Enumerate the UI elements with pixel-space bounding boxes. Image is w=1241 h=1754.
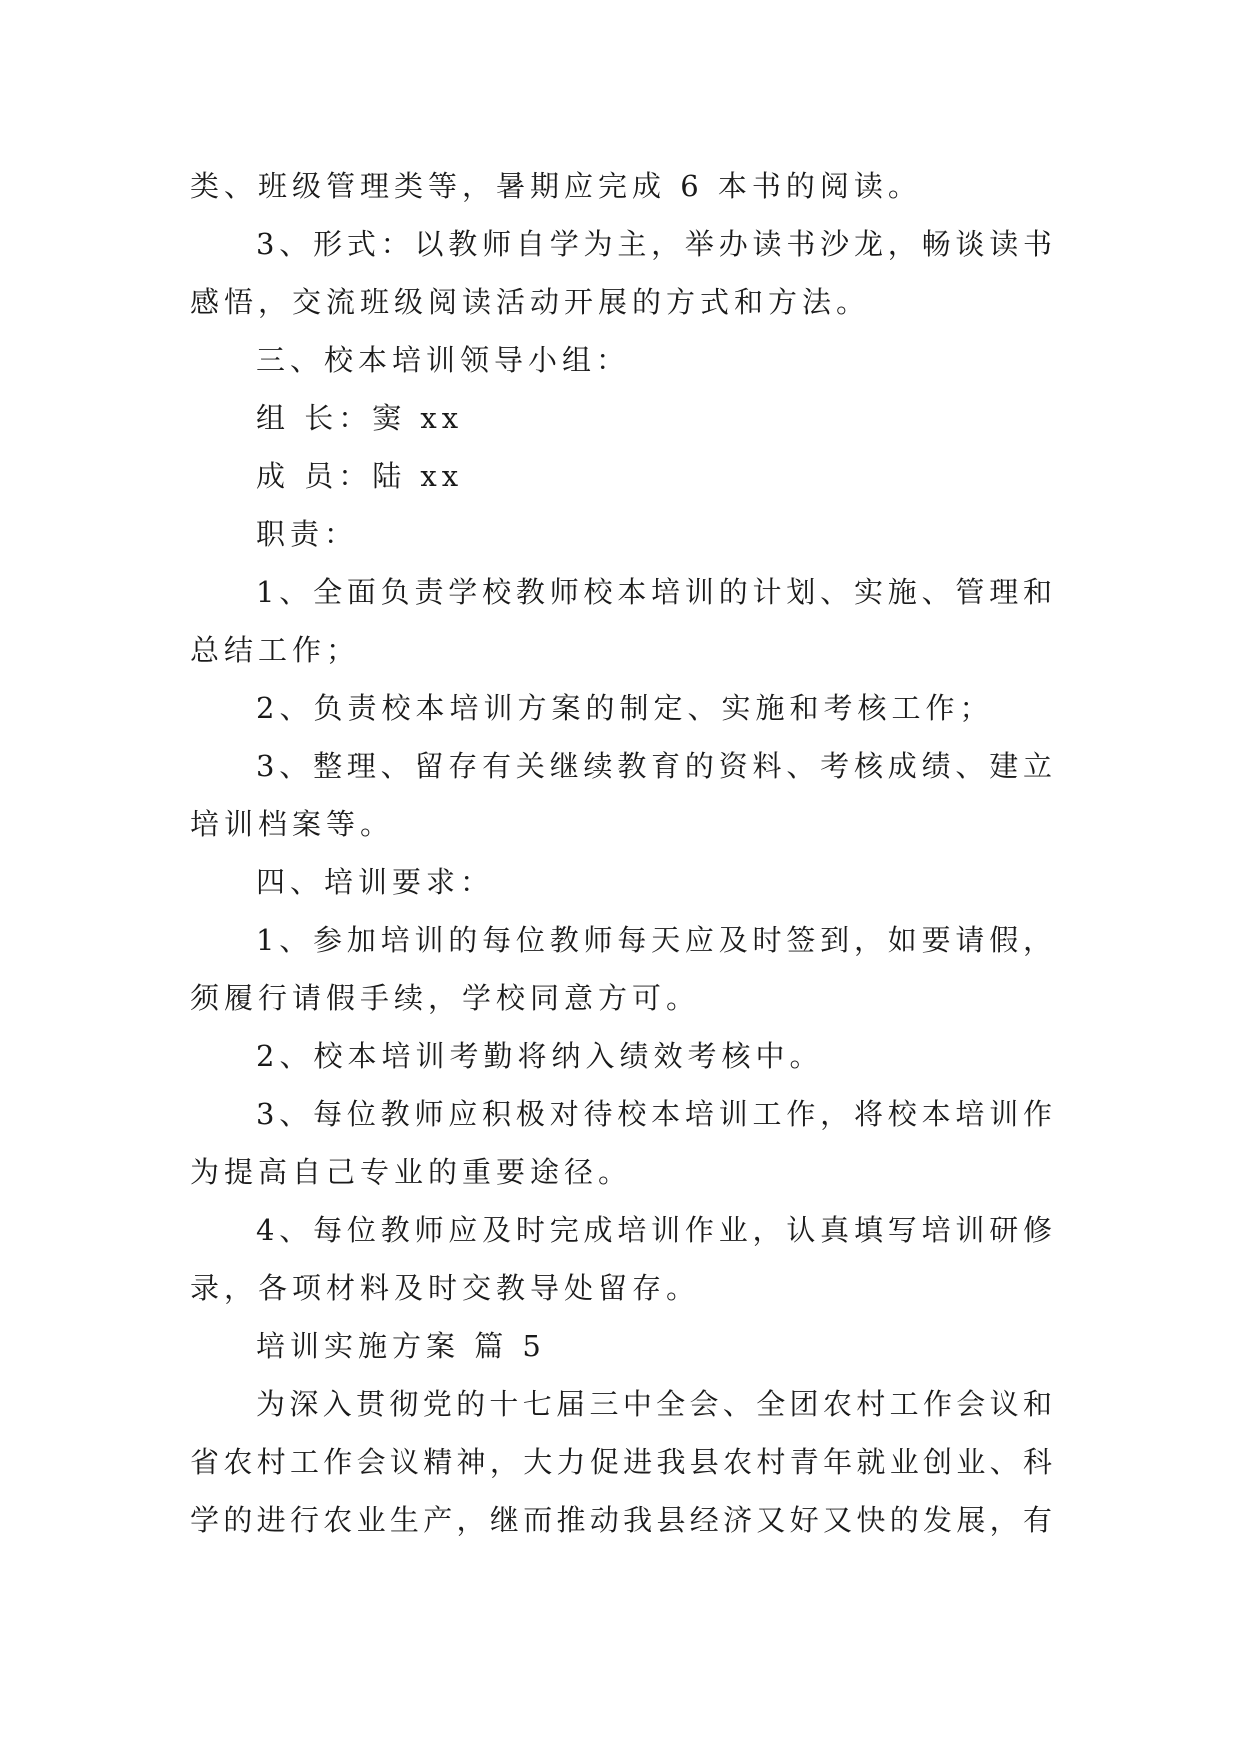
text-line: 录，各项材料及时交教导处留存。 bbox=[190, 1271, 701, 1305]
text-line: 学的进行农业生产，继而推动我县经济又好又快的发展，有 bbox=[190, 1503, 1052, 1537]
text-line: 四、培训要求： bbox=[256, 865, 495, 899]
text-line: 类、班级管理类等，暑期应完成 6 本书的阅读。 bbox=[190, 169, 922, 203]
text-line: 培训实施方案 篇 5 bbox=[256, 1329, 546, 1363]
text-line: 培训档案等。 bbox=[190, 807, 395, 841]
text-line: 为深入贯彻党的十七届三中全会、全团农村工作会议和 bbox=[256, 1387, 1052, 1421]
text-line: 感悟，交流班级阅读活动开展的方式和方法。 bbox=[190, 285, 871, 319]
document-page bbox=[190, 157, 1052, 1549]
text-line: 3、整理、留存有关继续教育的资料、考核成绩、建立 bbox=[256, 749, 1052, 783]
text-line: 省农村工作会议精神，大力促进我县农村青年就业创业、科 bbox=[190, 1445, 1052, 1479]
text-line: 须履行请假手续，学校同意方可。 bbox=[190, 981, 701, 1015]
text-line: 成 员：陆 xx bbox=[256, 459, 464, 493]
text-line: 1、参加培训的每位教师每天应及时签到，如要请假， bbox=[256, 923, 1052, 957]
text-line: 为提高自己专业的重要途径。 bbox=[190, 1155, 633, 1189]
text-line: 3、每位教师应积极对待校本培训工作，将校本培训作 bbox=[256, 1097, 1052, 1131]
text-line: 职责： bbox=[256, 517, 359, 551]
text-line: 2、负责校本培训方案的制定、实施和考核工作； bbox=[256, 691, 994, 725]
text-line: 总结工作； bbox=[190, 633, 361, 667]
text-line: 三、校本培训领导小组： bbox=[256, 343, 631, 377]
text-line: 2、校本培训考勤将纳入绩效考核中。 bbox=[256, 1039, 824, 1073]
text-line: 1、全面负责学校教师校本培训的计划、实施、管理和 bbox=[256, 575, 1052, 609]
text-line: 4、每位教师应及时完成培训作业，认真填写培训研修 bbox=[256, 1213, 1052, 1247]
text-line: 组 长：窦 xx bbox=[256, 401, 464, 435]
text-line: 3、形式：以教师自学为主，举办读书沙龙，畅谈读书 bbox=[256, 227, 1052, 261]
